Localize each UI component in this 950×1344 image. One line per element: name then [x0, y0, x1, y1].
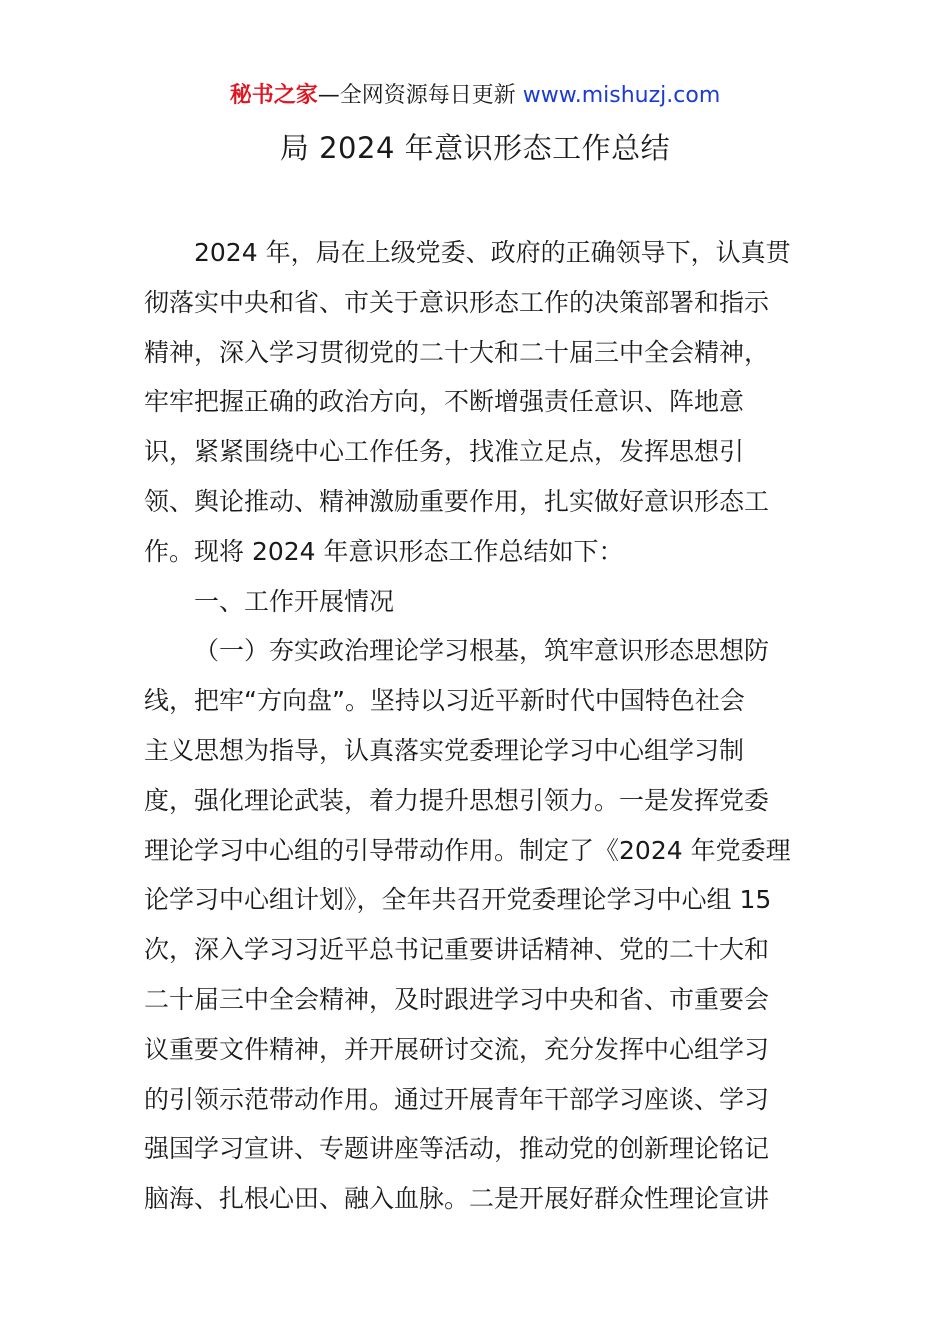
site-tagline: —全网资源每日更新: [317, 83, 523, 108]
section-heading: 一、工作开展情况: [194, 586, 395, 616]
body-line: 脑海、扎根心田、融入血脉。二是开展好群众性理论宣讲: [144, 1184, 770, 1214]
body-line: 线，把牢“方向盘”。坚持以习近平新时代中国特色社会: [144, 686, 745, 716]
body-line: 度，强化理论武装，着力提升思想引领力。一是发挥党委: [144, 785, 770, 815]
site-brand: 秘书之家: [229, 83, 318, 108]
body-line: 议重要文件精神，并开展研讨交流，充分发挥中心组学习: [144, 1034, 770, 1064]
body-line: 领、舆论推动、精神激励重要作用，扎实做好意识形态工: [144, 486, 770, 516]
body-line: 的引领示范带动作用。通过开展青年干部学习座谈、学习: [144, 1084, 770, 1114]
site-header: [0, 80, 950, 112]
body-line: 2024 年，局在上级党委、政府的正确领导下，认真贯: [194, 238, 791, 267]
body-line: 理论学习中心组的引导带动作用。制定了《2024 年党委理: [144, 835, 791, 865]
body-line: 二十届三中全会精神，及时跟进学习中央和省、市重要会: [144, 984, 770, 1014]
body-line: 作。现将 2024 年意识形态工作总结如下：: [144, 536, 624, 566]
body-line: 精神，深入学习贯彻党的二十大和二十届三中全会精神，: [144, 337, 770, 367]
subsection-heading: （一）夯实政治理论学习根基，筑牢意识形态思想防: [194, 636, 770, 666]
document-body: [144, 228, 808, 1224]
body-line: 牢牢把握正确的政治方向，不断增强责任意识、阵地意: [144, 387, 745, 417]
document-title: 局 2024 年意识形态工作总结: [279, 131, 671, 165]
body-line: 强国学习宣讲、专题讲座等活动，推动党的创新理论铭记: [144, 1134, 770, 1164]
body-line: 识，紧紧围绕中心工作任务，找准立足点，发挥思想引: [144, 437, 745, 467]
body-line: 论学习中心组计划》，全年共召开党委理论学习中心组 15: [144, 885, 772, 915]
body-line: 次，深入学习习近平总书记重要讲话精神、党的二十大和: [144, 935, 770, 965]
body-line: 彻落实中央和省、市关于意识形态工作的决策部署和指示: [144, 287, 770, 317]
site-url-link[interactable]: www.mishuzj.com: [522, 83, 721, 108]
body-line: 主义思想为指导，认真落实党委理论学习中心组学习制: [144, 735, 745, 765]
